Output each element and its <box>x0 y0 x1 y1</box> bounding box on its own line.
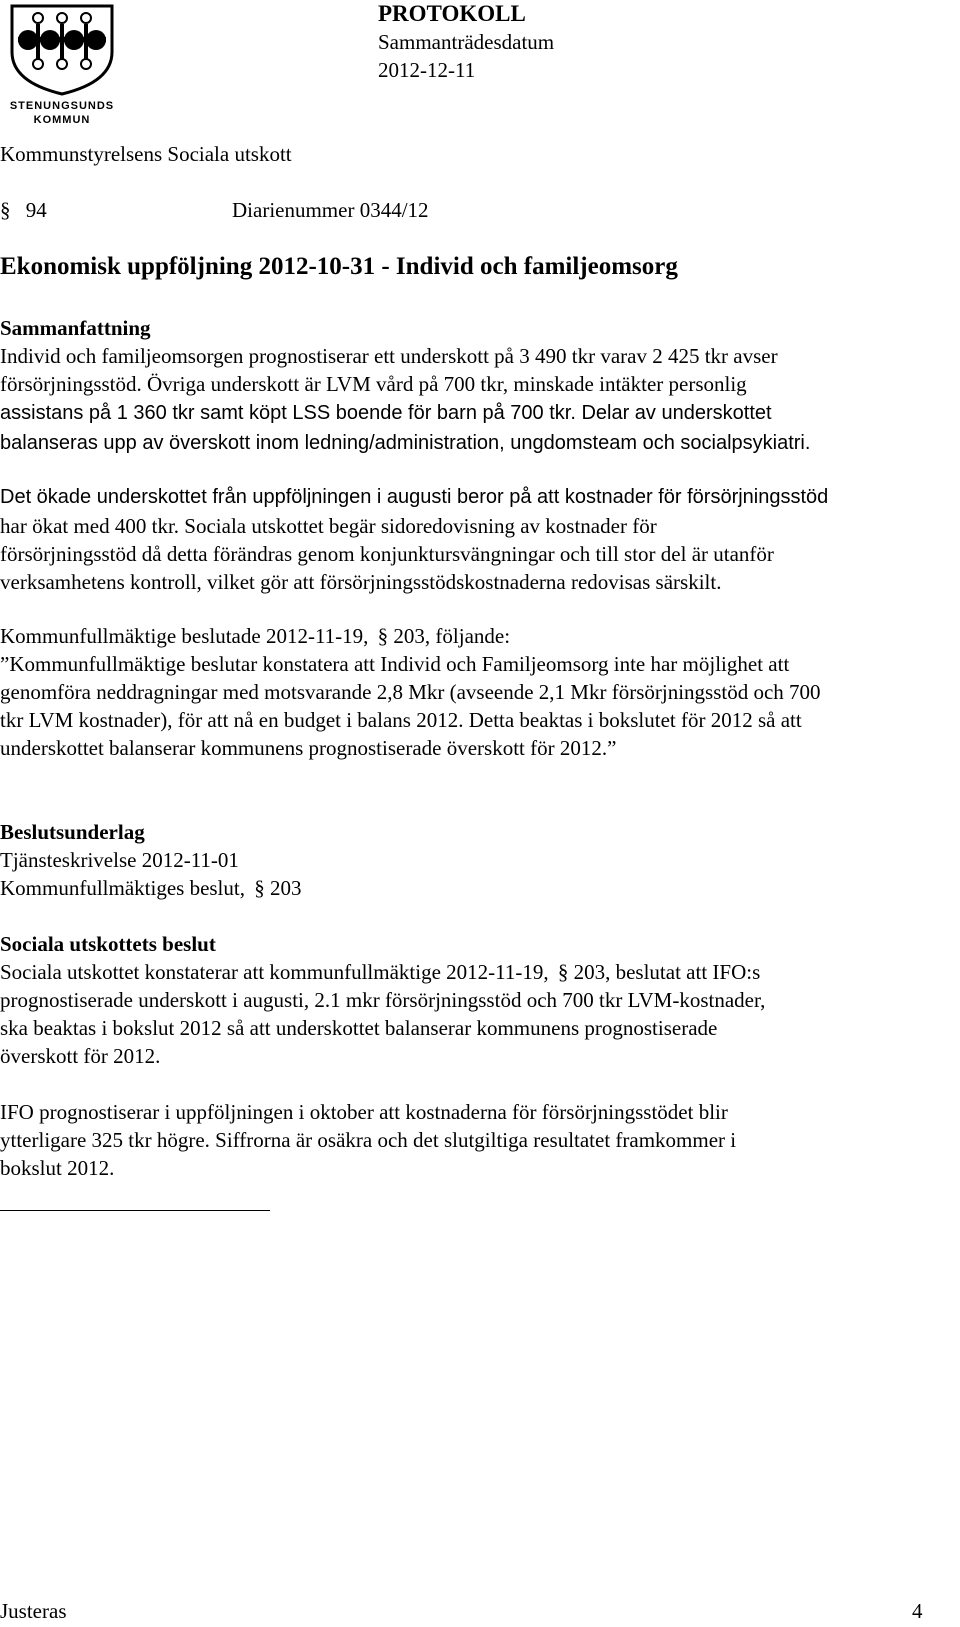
quote-line: underskottet balanserar kommunens prognostiserade överskott för 2012.” <box>0 736 617 760</box>
item-text: Kommunfullmäktiges beslut, <box>0 876 245 900</box>
text-line: bokslut 2012. <box>0 1156 115 1180</box>
beslut-line: ska beaktas i bokslut 2012 så att underskottet balanserar kommunens prognostiserade <box>0 1016 718 1040</box>
section-symbol: § <box>557 960 569 984</box>
quote-line: ”Kommunfullmäktige beslutar konstatera att Individ och Familjeomsorg inte har möjlighet att <box>0 652 790 676</box>
justeras-label: Justeras <box>0 1599 67 1623</box>
quote-line: genomföra neddragningar med motsvarande 2,8 Mkr (avseende 2,1 Mkr försörjningsstöd och 700 <box>0 680 821 704</box>
document-title: Ekonomisk uppföljning 2012-10-31 - Individ och familjeomsorg <box>0 253 678 280</box>
beslut-heading: Sociala utskottets beslut <box>0 932 216 956</box>
kf-intro <box>0 622 945 650</box>
kf-intro-before: Kommunfullmäktige beslutade 2012-11-19, <box>0 624 369 648</box>
meeting-date: 2012-12-11 <box>378 58 476 82</box>
section-symbol: § <box>254 876 265 900</box>
paragraph-number: 94 <box>25 198 47 222</box>
text-line: försörjningsstöd. Övriga underskott är LVM vård på 700 tkr, minskade intäkter personlig <box>0 372 747 396</box>
logo-text-line1: STENUNGSUNDS <box>9 100 115 112</box>
text-line: verksamhetens kontroll, vilket gör att försörjningsstödskostnaderna redovisas särskilt. <box>0 570 722 594</box>
coat-of-arms-icon <box>8 4 118 96</box>
section-symbol: § <box>377 624 389 648</box>
logo-text-line2: KOMMUN <box>33 114 91 126</box>
diarienummer: Diarienummer 0344/12 <box>232 198 429 222</box>
protokoll-label: PROTOKOLL <box>378 1 526 26</box>
section-symbol: § <box>0 198 11 222</box>
paragraph-reference <box>0 196 47 224</box>
text-line: balanseras upp av överskott inom ledning/administration, ungdomsteam och socialpsykiatri. <box>0 432 811 454</box>
beslutsunderlag-item: Tjänsteskrivelse 2012-11-01 <box>0 848 239 872</box>
beslut-line-before: Sociala utskottet konstaterar att kommunfullmäktige 2012-11-19, <box>0 960 549 984</box>
quote-line: tkr LVM kostnader), för att nå en budget i balans 2012. Detta beaktas i bokslutet för 2012 så att <box>0 708 802 732</box>
beslut-text <box>0 958 945 1070</box>
page-number: 4 <box>912 1599 923 1623</box>
text-line: Individ och familjeomsorgen prognostiserar ett underskott på 3 490 tkr varav 2 425 tkr avser <box>0 344 778 368</box>
beslut-line: prognostiserade underskott i augusti, 2.1 mkr försörjningsstöd och 700 tkr LVM-kostnader, <box>0 988 766 1012</box>
kf-intro-after: 203, följande: <box>393 624 511 648</box>
signature-line <box>0 1210 270 1211</box>
municipality-logo <box>2 4 122 126</box>
beslutsunderlag-heading: Beslutsunderlag <box>0 820 145 844</box>
item-number: 203 <box>269 876 302 900</box>
text-line: försörjningsstöd då detta förändras genom konjunktursvängningar och till stor del är utanför <box>0 542 774 566</box>
date-label: Sammanträdesdatum <box>378 30 555 54</box>
beslut-line-after: 203, beslutat att IFO:s <box>573 960 761 984</box>
beslutsunderlag-item <box>0 874 301 902</box>
text-line: assistans på 1 360 tkr samt köpt LSS boende för barn på 700 tkr. Delar av underskottet <box>0 402 772 424</box>
kf-beslutade-paragraph <box>0 622 945 762</box>
text-line: har ökat med 400 tkr. Sociala utskottet begär sidoredovisning av kostnader för <box>0 514 657 538</box>
beslut-line: överskott för 2012. <box>0 1044 161 1068</box>
det-okade-paragraph <box>0 482 945 596</box>
text-line: Det ökade underskottet från uppföljningen i augusti beror på att kostnader för försörjningsstöd <box>0 486 829 508</box>
sammanfattning-text <box>0 342 945 458</box>
committee-name: Kommunstyrelsens Sociala utskott <box>0 142 292 166</box>
sammanfattning-heading: Sammanfattning <box>0 316 151 340</box>
beslut-line <box>0 958 945 986</box>
ifo-paragraph <box>0 1098 945 1182</box>
text-line: IFO prognostiserar i uppföljningen i oktober att kostnaderna för försörjningsstödet blir <box>0 1100 728 1124</box>
text-line: ytterligare 325 tkr högre. Siffrorna är osäkra och det slutgiltiga resultatet framkommer i <box>0 1128 737 1152</box>
